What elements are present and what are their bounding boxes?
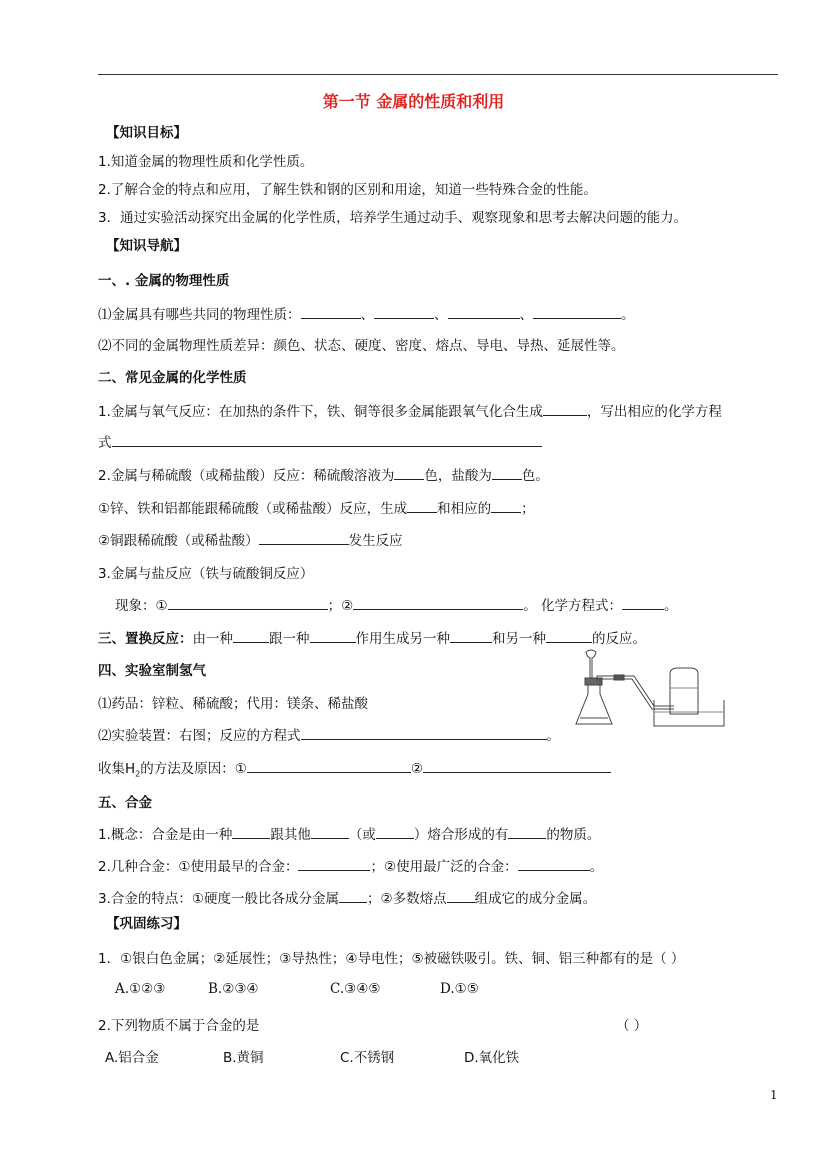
collect-h2-line: [98, 757, 611, 779]
alloy-concept-line: [98, 823, 600, 843]
text: 色。: [521, 468, 549, 484]
answer-blank[interactable]: [533, 304, 621, 319]
text: 现象：①: [115, 598, 168, 614]
answer-blank[interactable]: [518, 856, 590, 871]
page-number: 1: [770, 1088, 778, 1102]
goal-item-2: 2.了解合金的特点和应用，了解生铁和钢的区别和用途，知道一些特殊合金的性能。: [98, 182, 597, 198]
answer-blank[interactable]: [407, 498, 437, 513]
answer-blank[interactable]: [423, 758, 611, 773]
answer-blank[interactable]: [374, 304, 434, 319]
text: 。: [589, 859, 604, 875]
reagents-line: ⑴药品：锌粒、稀硫酸；代用：镁条、稀盐酸: [98, 696, 368, 712]
answer-blank[interactable]: [508, 824, 546, 839]
period: 。: [621, 307, 635, 323]
acid-reaction-line: [98, 464, 549, 484]
practice-question-1: 1．①银白色金属；②延展性；③导热性；④导电性；⑤被磁铁吸引。铁、铜、铝三种都有的是（ ）: [98, 951, 685, 967]
subscript: 2: [135, 769, 141, 779]
text: 的物质。: [546, 827, 601, 843]
text: ②: [410, 761, 423, 777]
text: 的方法及原因：①: [140, 761, 247, 777]
text: ；②: [327, 598, 354, 614]
answer-blank[interactable]: [448, 304, 520, 319]
text: 的反应。: [592, 631, 646, 647]
option-c[interactable]: C.不锈钢: [340, 1050, 395, 1066]
text: 和相应的: [437, 501, 492, 517]
option-b[interactable]: B.黄铜: [223, 1050, 264, 1066]
text: 色，盐酸为: [424, 468, 492, 484]
text: 3.合金的特点：①硬度一般比各成分金属: [98, 891, 339, 907]
answer-blank[interactable]: [622, 595, 664, 610]
oxygen-equation-line: [98, 431, 542, 451]
option-c[interactable]: C.③④⑤: [330, 981, 381, 997]
section-4-heading: 四、实验室制氢气: [98, 663, 206, 679]
answer-blank[interactable]: [112, 432, 542, 447]
copper-line: [98, 529, 403, 549]
question-text: ⑴金属具有哪些共同的物理性质：: [98, 307, 301, 323]
answer-blank[interactable]: [247, 758, 411, 773]
practice-options-2: [105, 1046, 519, 1066]
physical-properties-question: [98, 303, 635, 323]
text: ，写出相应的化学方程: [586, 404, 722, 420]
text: ②铜跟稀硫酸（或稀盐酸）: [98, 533, 259, 549]
text: 跟其他: [270, 827, 311, 843]
text: 。: [546, 728, 560, 744]
answer-blank[interactable]: [301, 725, 547, 740]
practice-heading: 【巩固练习】: [106, 916, 187, 932]
option-d[interactable]: D.氧化铁: [464, 1050, 520, 1066]
text: 作用生成另一种: [355, 631, 450, 647]
salt-reaction-heading: 3.金属与盐反应（铁与硫酸铜反应）: [98, 566, 314, 582]
apparatus-line: [98, 724, 560, 744]
answer-blank[interactable]: [232, 824, 270, 839]
knowledge-nav-heading: 【知识导航】: [106, 238, 187, 254]
text: 由一种: [192, 631, 233, 647]
text: ；: [521, 501, 535, 517]
answer-blank[interactable]: [339, 888, 367, 903]
option-b[interactable]: B.②③④: [208, 981, 259, 997]
answer-blank[interactable]: [311, 824, 349, 839]
answer-blank[interactable]: [233, 628, 269, 643]
answer-blank[interactable]: [394, 465, 424, 480]
knowledge-goals-heading: 【知识目标】: [106, 125, 187, 141]
answer-blank[interactable]: [376, 824, 414, 839]
text: 1.概念：合金是由一种: [98, 827, 233, 843]
page-title: 第一节 金属的性质和利用: [322, 92, 505, 111]
separator: 、: [434, 307, 448, 323]
oxygen-reaction-line: [98, 400, 722, 420]
goal-item-1: 1.知道金属的物理性质和化学性质。: [98, 154, 314, 170]
answer-blank[interactable]: [353, 595, 523, 610]
section-1-heading: 一、. 金属的物理性质: [98, 273, 230, 289]
displacement-line: [98, 627, 646, 647]
text: ；②多数熔点: [366, 891, 447, 907]
alloy-types-line: [98, 855, 603, 875]
text: ⑵实验装置：右图；反应的方程式: [98, 728, 301, 744]
answer-blank[interactable]: [546, 628, 592, 643]
answer-blank[interactable]: [450, 628, 492, 643]
zinc-iron-line: [98, 497, 535, 517]
text: ①锌、铁和铝都能跟稀硫酸（或稀盐酸）反应，生成: [98, 501, 408, 517]
answer-blank[interactable]: [543, 401, 587, 416]
text: 跟一种: [269, 631, 310, 647]
text: （或: [348, 827, 376, 843]
answer-blank[interactable]: [259, 530, 349, 545]
text: 2.金属与稀硫酸（或稀盐酸）反应：稀硫酸溶液为: [98, 468, 395, 484]
option-d[interactable]: D.①⑤: [440, 981, 479, 997]
answer-blank[interactable]: [491, 498, 521, 513]
text: ；②使用最广泛的合金：: [370, 859, 518, 875]
answer-blank[interactable]: [301, 304, 361, 319]
option-a[interactable]: A.①②③: [115, 981, 166, 997]
option-a[interactable]: A.铝合金: [105, 1050, 159, 1066]
answer-blank[interactable]: [492, 465, 522, 480]
answer-blank[interactable]: [447, 888, 475, 903]
practice-question-2: 2.下列物质不属于合金的是: [98, 1018, 260, 1034]
text: 2.几种合金：①使用最早的合金：: [98, 859, 299, 875]
header-rule: [98, 74, 778, 75]
text: 1.金属与氧气反应：在加热的条件下，铁、铜等很多金属能跟氧气化合生成: [98, 404, 543, 420]
answer-paren[interactable]: （ ）: [616, 1018, 648, 1034]
answer-blank[interactable]: [168, 595, 328, 610]
section-5-heading: 五、合金: [98, 795, 152, 811]
answer-blank[interactable]: [310, 628, 356, 643]
section-2-heading: 二、常见金属的化学性质: [98, 370, 247, 386]
text: ）熔合形成的有: [413, 827, 509, 843]
practice-options-1: [115, 981, 479, 997]
physical-differences-text: ⑵不同的金属物理性质差异：颜色、状态、硬度、密度、熔点、导电、导热、延展性等。: [98, 338, 625, 354]
separator: 、: [519, 307, 533, 323]
hydrogen-apparatus-figure: [574, 648, 726, 730]
text: 。: [664, 598, 678, 614]
goal-item-3: 3．通过实验活动探究出金属的化学性质，培养学生通过动手、观察现象和思考去解决问题的能力。: [98, 210, 688, 226]
phenomenon-line: [115, 594, 678, 614]
separator: 、: [360, 307, 374, 323]
section-3-heading: 三、置换反应：: [98, 631, 193, 647]
text: 组成它的成分金属。: [474, 891, 597, 907]
answer-blank[interactable]: [298, 856, 370, 871]
text: 。 化学方程式：: [523, 598, 623, 614]
text: 式: [98, 435, 112, 451]
text: 发生反应: [348, 533, 403, 549]
alloy-features-line: [98, 887, 596, 907]
text: 收集H: [98, 761, 136, 777]
text: 和另一种: [492, 631, 546, 647]
